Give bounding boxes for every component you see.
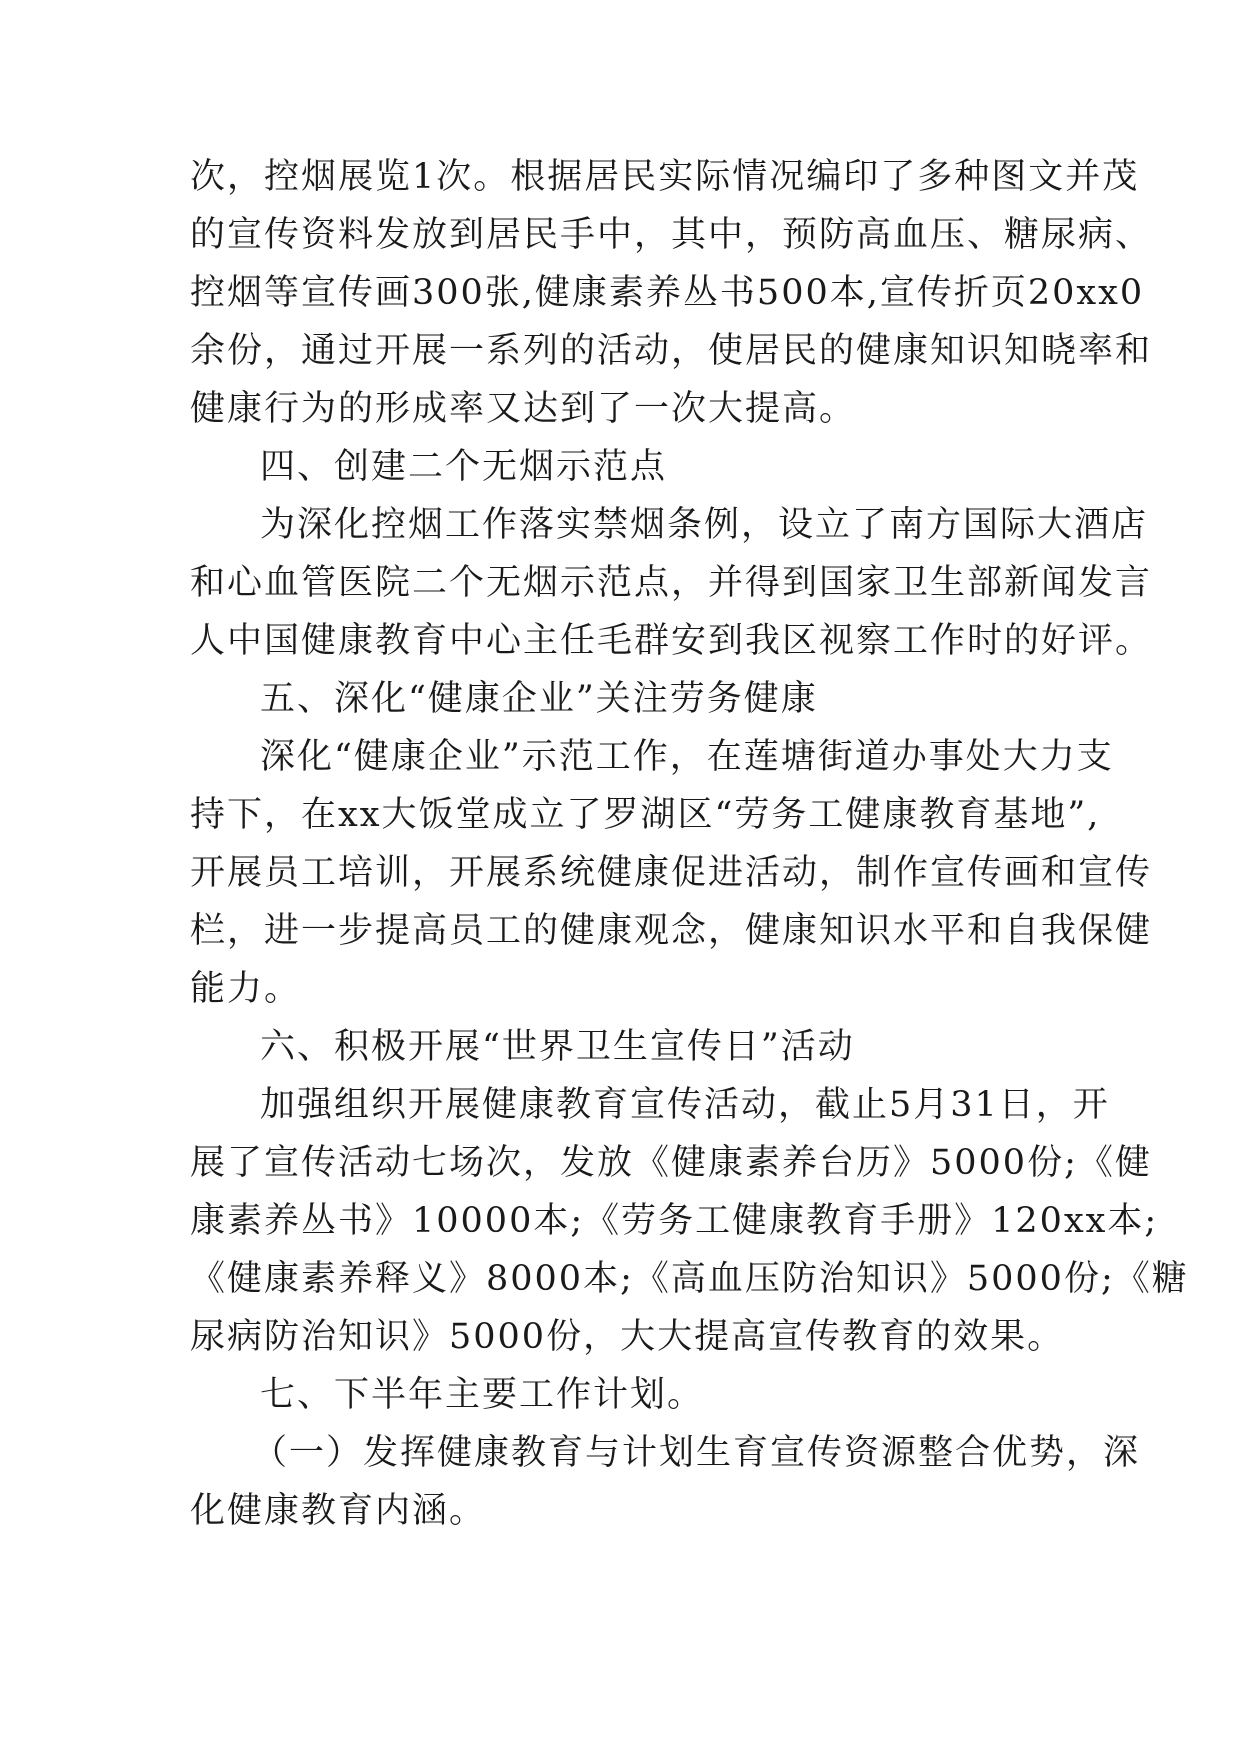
body-text-line: 尿病防治知识》5000份，大大提高宣传教育的效果。 <box>190 1317 1065 1357</box>
section-heading-6: 六、积极开展“世界卫生宣传日”活动 <box>260 1027 855 1067</box>
body-text-line: 次，控烟展览1次。根据居民实际情况编印了多种图文并茂 <box>190 157 1140 197</box>
body-text-line: 余份，通过开展一系列的活动，使居民的健康知识知晓率和 <box>190 331 1153 371</box>
section-heading-5: 五、深化“健康企业”关注劳务健康 <box>260 679 818 719</box>
body-text-line: 持下，在xx大饭堂成立了罗湖区“劳务工健康教育基地”, <box>190 795 1101 835</box>
body-text-line: 和心血管医院二个无烟示范点，并得到国家卫生部新闻发言 <box>190 563 1153 603</box>
subsection-heading: （一）发挥健康教育与计划生育宣传资源整合优势，深 <box>252 1433 1141 1473</box>
body-text-line: 康素养丛书》10000本;《劳务工健康教育手册》120xx本; <box>190 1201 1159 1241</box>
body-text-line: 栏，进一步提高员工的健康观念，健康知识水平和自我保健 <box>190 911 1153 951</box>
body-text-line: 深化“健康企业”示范工作，在莲塘街道办事处大力支 <box>260 737 1114 777</box>
body-text-line: 控烟等宣传画300张,健康素养丛书500本,宣传折页20xx0 <box>190 273 1145 313</box>
body-text-line: 人中国健康教育中心主任毛群安到我区视察工作时的好评。 <box>190 621 1153 661</box>
body-text-line: 化健康教育内涵。 <box>190 1491 487 1531</box>
section-heading-7: 七、下半年主要工作计划。 <box>260 1375 705 1415</box>
body-text-line: 开展员工培训，开展系统健康促进活动，制作宣传画和宣传 <box>190 853 1153 893</box>
body-text-line: 展了宣传活动七场次，发放《健康素养台历》5000份;《健 <box>190 1143 1152 1183</box>
body-text-line: 的宣传资料发放到居民手中，其中，预防高血压、糖尿病、 <box>190 215 1153 255</box>
body-text-line: 为深化控烟工作落实禁烟条例，设立了南方国际大酒店 <box>260 505 1149 545</box>
body-text-line: 《健康素养释义》8000本;《高血压防治知识》5000份;《糖 <box>190 1259 1189 1299</box>
body-text-line: 加强组织开展健康教育宣传活动，截止5月31日，开 <box>260 1085 1110 1125</box>
document-page <box>190 148 1189 1540</box>
section-heading-4: 四、创建二个无烟示范点 <box>260 447 668 487</box>
body-text-line: 健康行为的形成率又达到了一次大提高。 <box>190 389 857 429</box>
body-text-line: 能力。 <box>190 969 302 1009</box>
